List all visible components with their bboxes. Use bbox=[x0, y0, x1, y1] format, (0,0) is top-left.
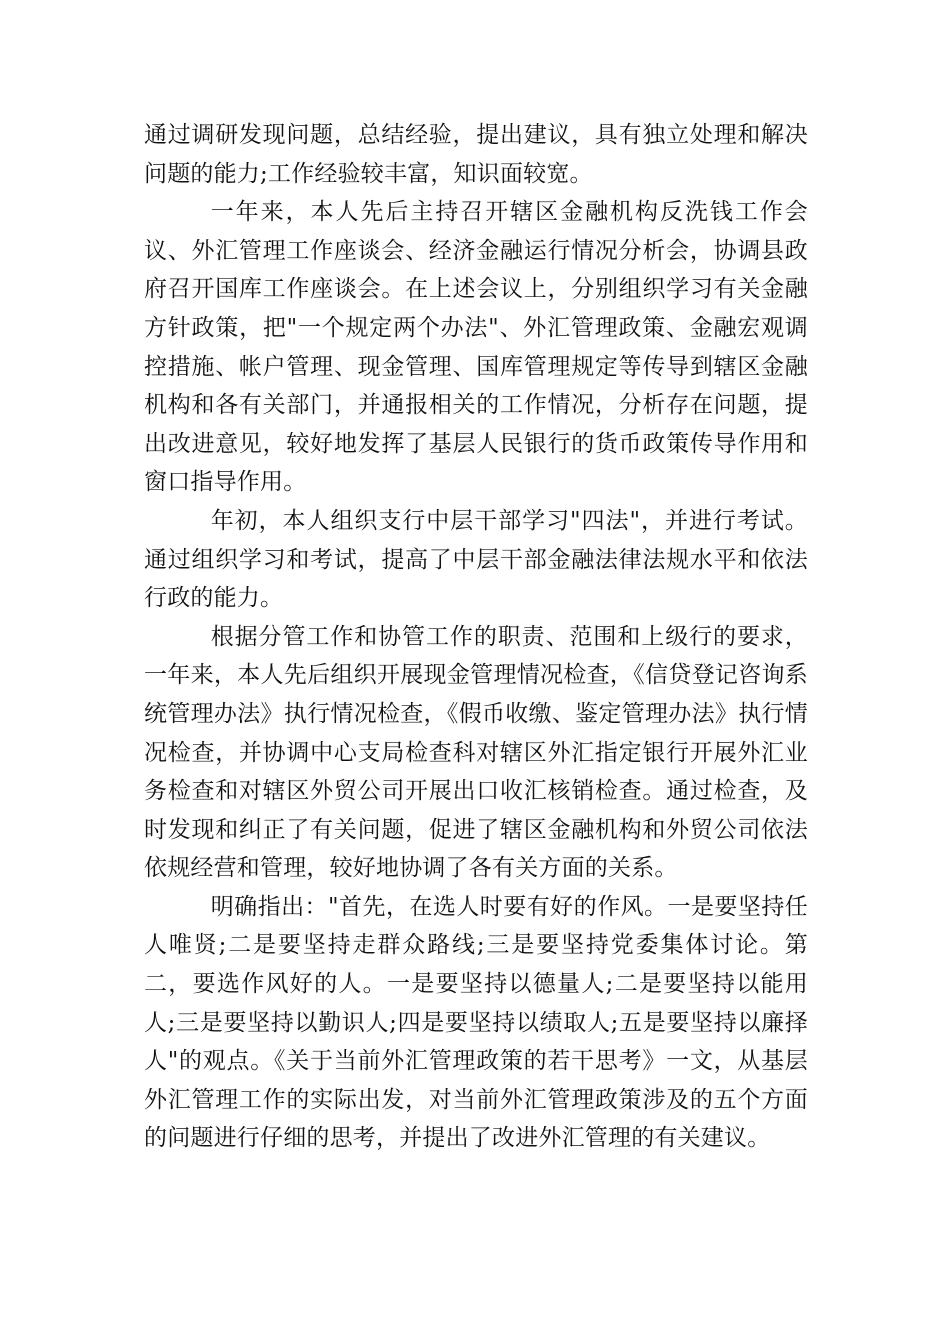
paragraph-1: 通过调研发现问题，总结经验，提出建议，具有独立处理和解决问题的能力;工作经验较丰富，知识面较宽。 bbox=[144, 122, 808, 187]
paragraph-2: 一年来，本人先后主持召开辖区金融机构反洗钱工作会议、外汇管理工作座谈会、经济金融运行情况分析会，协调县政府召开国库工作座谈会。在上述会议上，分别组织学习有关金融方针政策，把"一个规定两个办法"、外汇管理政策、金融宏观调控措施、帐户管理、现金管理、国库管理规定等传导到辖区金融机构和各有关部门，并通报相关的工作情况，分析存在问题，提出改进意见，较好地发挥了基层人民银行的货币政策传导作用和窗口指导作用。 bbox=[144, 199, 808, 496]
paragraph-3: 年初，本人组织支行中层干部学习"四法"，并进行考试。通过组织学习和考试，提高了中层干部金融法律法规水平和依法行政的能力。 bbox=[144, 507, 808, 612]
paragraph-4: 根据分管工作和协管工作的职责、范围和上级行的要求，一年来，本人先后组织开展现金管理情况检查，《信贷登记咨询系统管理办法》执行情况检查，《假币收缴、鉴定管理办法》执行情况检查，并协调中心支局检查科对辖区外汇指定银行开展外汇业务检查和对辖区外贸公司开展出口收汇核销检查。通过检查，及时发现和纠正了有关问题，促进了辖区金融机构和外贸公司依法依规经营和管理，较好地协调了各有关方面的关系。 bbox=[144, 623, 808, 882]
document-body bbox=[144, 116, 808, 1158]
paragraph-5: 明确指出："首先，在选人时要有好的作风。一是要坚持任人唯贤;二是要坚持走群众路线;三是要坚持党委集体讨论。第二，要选作风好的人。一是要坚持以德量人;二是要坚持以能用人;三是要坚持以勤识人;四是要坚持以绩取人;五是要坚持以廉择人"的观点。《关于当前外汇管理政策的若干思考》一文，从基层外汇管理工作的实际出发，对当前外汇管理政策涉及的五个方面的问题进行仔细的思考，并提出了改进外汇管理的有关建议。 bbox=[144, 893, 808, 1152]
